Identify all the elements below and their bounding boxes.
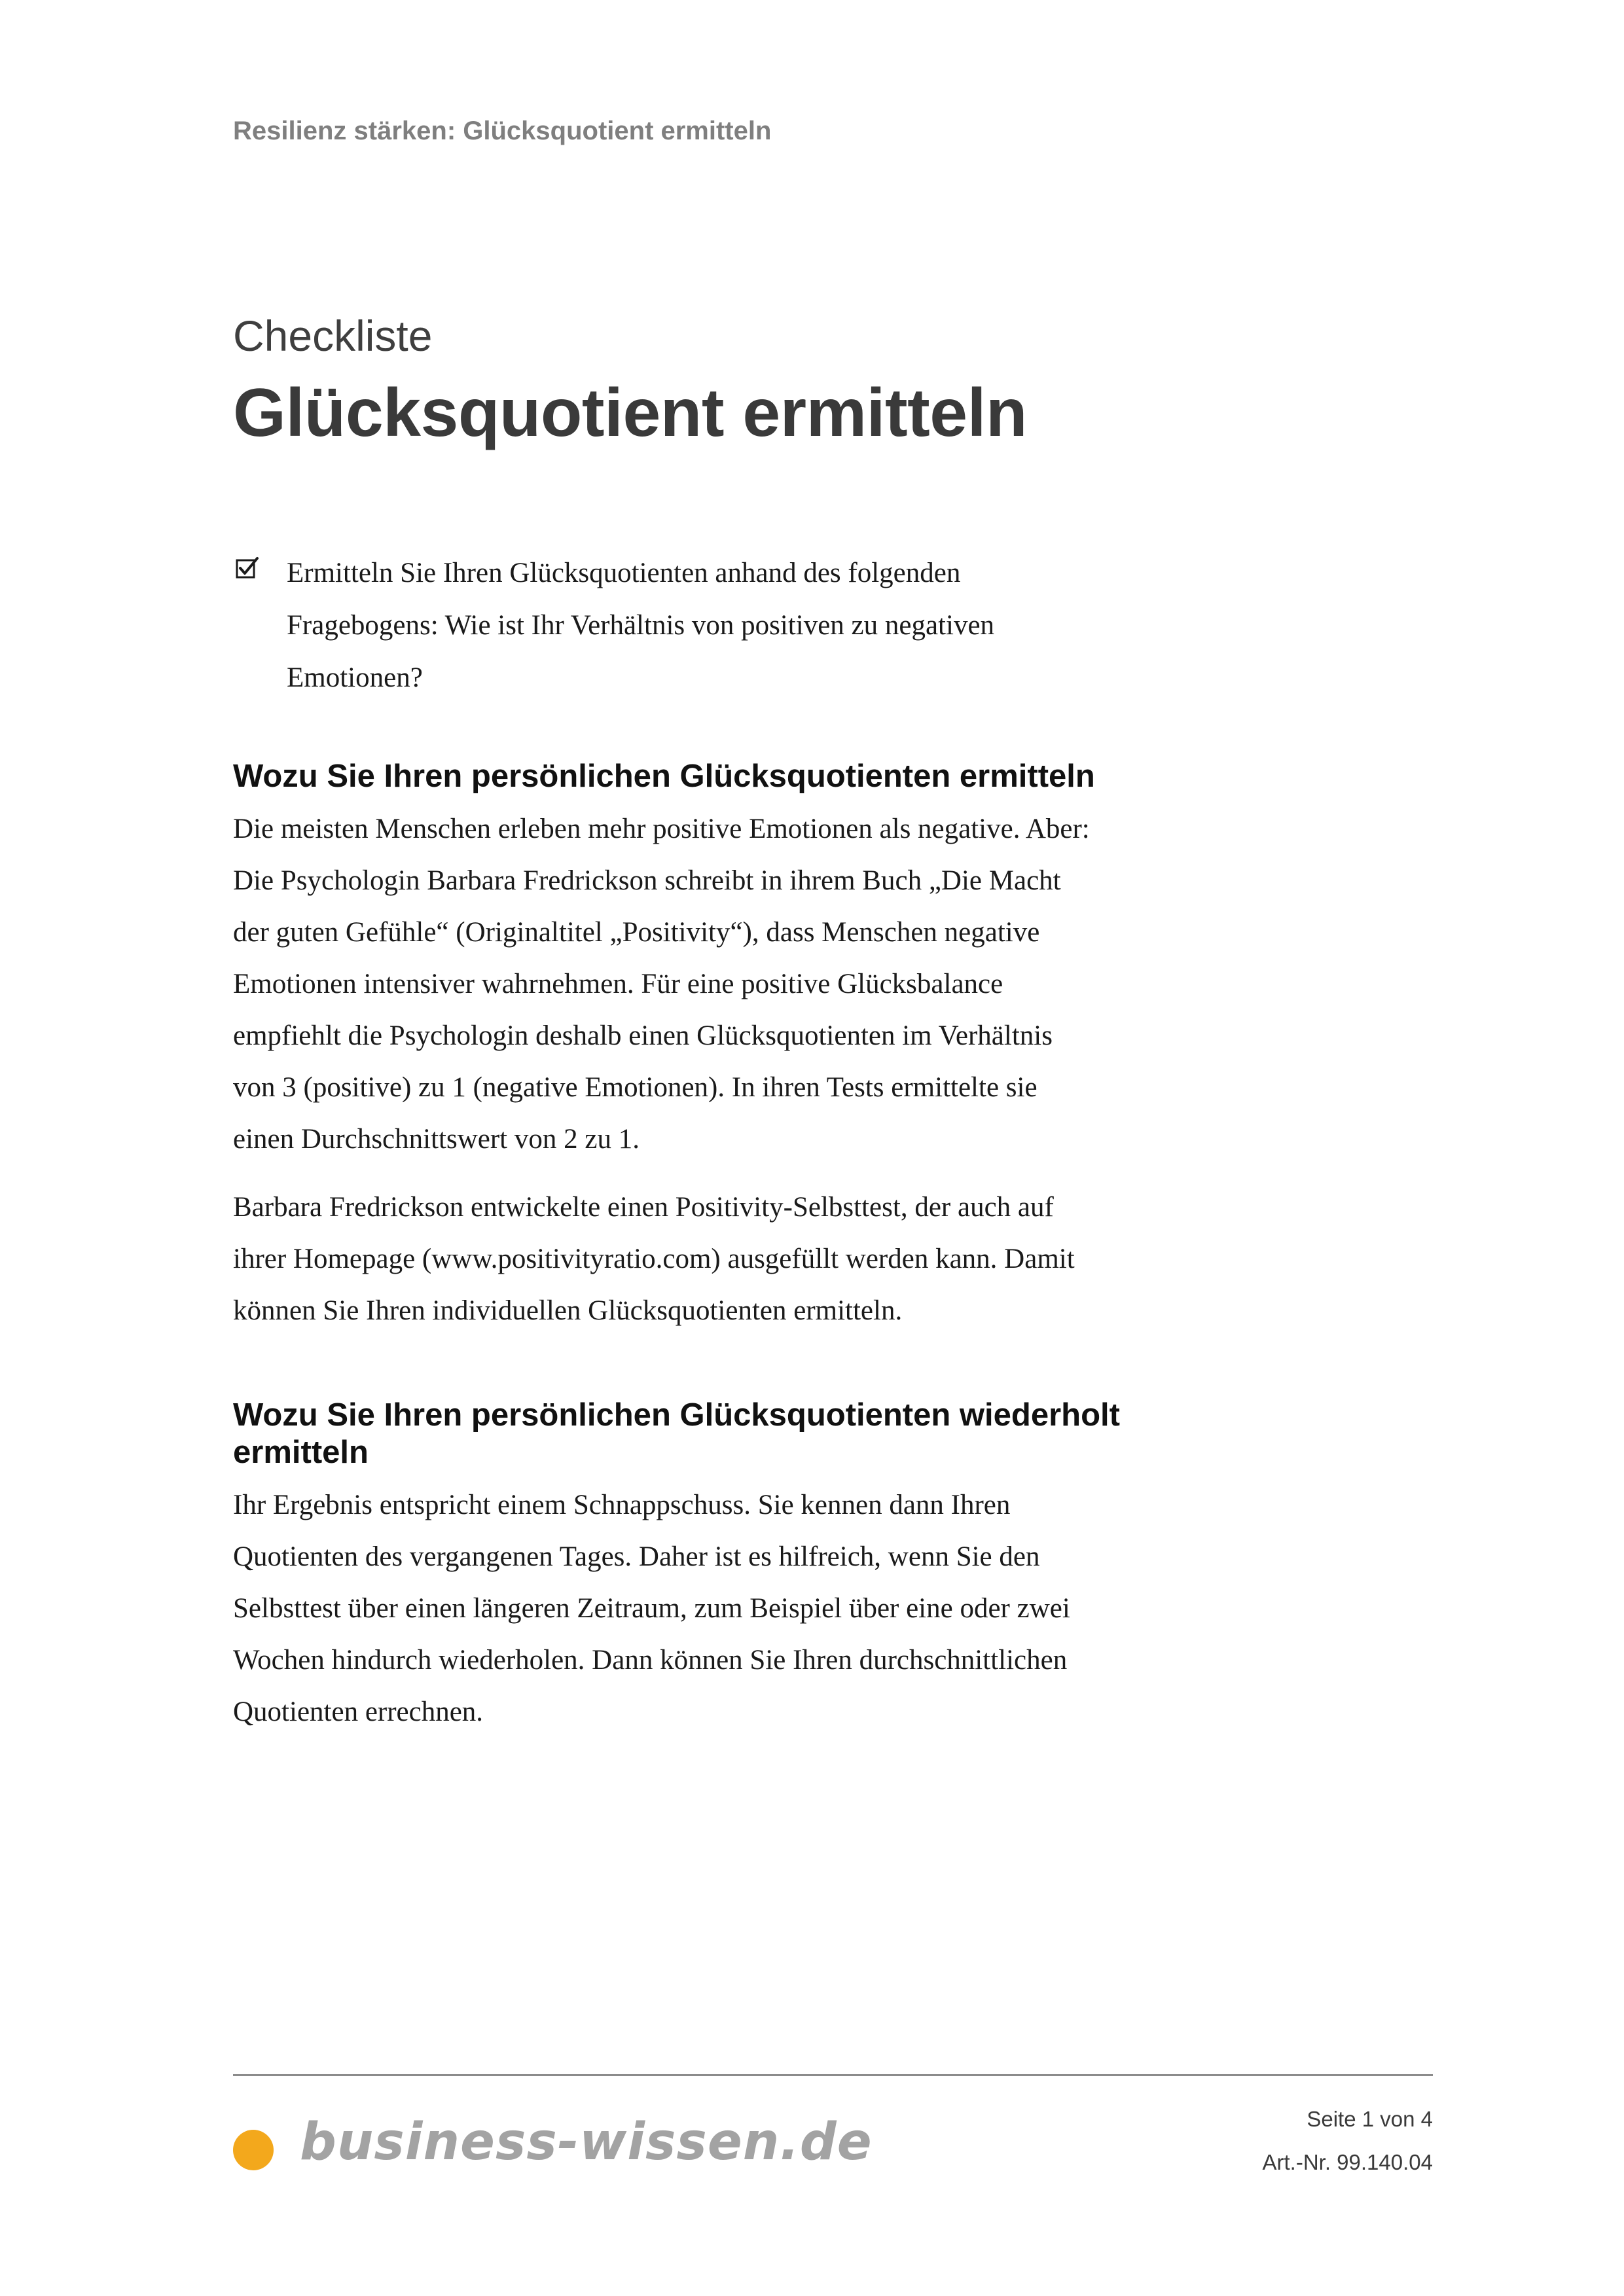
page-number: Seite 1 von 4 <box>1307 2107 1433 2131</box>
section-paragraph: Ihr Ergebnis entspricht einem Schnappschuss. Sie kennen dann Ihren Quotienten des vergangenen Tages. Daher ist es hilfreich, wenn Sie den Selbsttest über einen längeren Zeitraum, zum Beispiel über eine oder zwei Wochen hindurch wiederholen. Dann können Sie Ihren durchschnittlichen Quotienten errechnen. <box>233 1490 1070 1727</box>
logo-dot-icon <box>233 2130 274 2170</box>
section-heading: Wozu Sie Ihren persönlichen Glücksquotienten ermitteln <box>233 759 1095 794</box>
section-heading: Wozu Sie Ihren persönlichen Glücksquotienten wiederholt ermitteln <box>233 1397 1120 1470</box>
checked-box-icon <box>236 556 259 580</box>
footer-divider <box>233 2074 1433 2076</box>
running-header: Resilienz stärken: Glücksquotient ermitteln <box>233 117 772 145</box>
document-type: Checkliste <box>233 312 433 360</box>
section-paragraph: Die meisten Menschen erleben mehr positive Emotionen als negative. Aber: Die Psychologin Barbara Fredrickson schreibt in ihrem Buch „Die Macht der guten Gefühle“ (Originaltitel „Positivity“), dass Menschen negative Emotionen intensiver wahrnehmen. Für eine positive Glücksbalance empfiehlt die Psychologin deshalb einen Glücksquotienten im Verhältnis von 3 (positive) zu 1 (negative Emotionen). In ihren Tests ermittelte sie einen Durchschnittswert von 2 zu 1. <box>233 814 1090 1155</box>
article-number: Art.-Nr. 99.140.04 <box>1262 2150 1433 2174</box>
checklist-text: Ermitteln Sie Ihren Glücksquotienten anhand des folgenden Fragebogens: Wie ist Ihr Verhältnis von positiven zu negativen Emotionen? <box>287 558 995 693</box>
section-paragraph: Barbara Fredrickson entwickelte einen Positivity-Selbsttest, der auch auf ihrer Homepage (www.positivityratio.com) ausgefüllt werden kann. Damit können Sie Ihren individuellen Glücksquotienten ermitteln. <box>233 1192 1075 1326</box>
section-why-repeat <box>233 1397 1169 1738</box>
page-title: Glücksquotient ermitteln <box>233 375 1028 451</box>
section-why-determine <box>233 758 1169 1336</box>
brand-logo: business-wissen.de <box>300 2113 873 2172</box>
